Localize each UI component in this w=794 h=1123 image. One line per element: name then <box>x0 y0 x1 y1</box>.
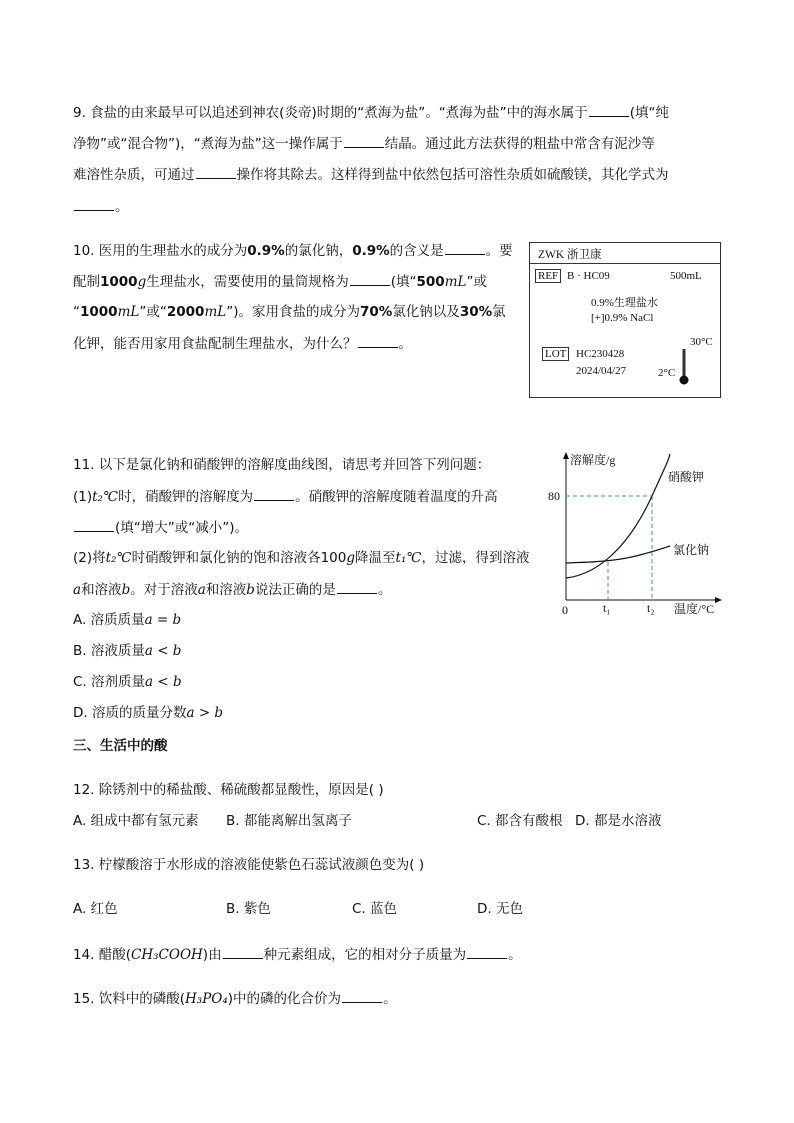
option-math: a > b <box>186 705 224 721</box>
q10-text: 氯化钠以及 <box>392 304 460 320</box>
label-content: 0.9%生理盐水 <box>591 297 658 309</box>
q10-text: 化钾，能否用家用食盐配制生理盐水，为什么？ <box>73 336 357 352</box>
q14-text: )由 <box>202 947 222 963</box>
q10-line3 <box>73 302 506 322</box>
q9-line1 <box>73 102 669 123</box>
answer-blank[interactable] <box>342 988 382 1003</box>
q11-p1-cont <box>73 517 248 538</box>
option-math: a = b <box>144 612 182 628</box>
q10-unit: mL <box>204 304 227 320</box>
q10-text: ”或 <box>466 274 487 290</box>
q10-unit: g <box>137 274 147 290</box>
answer-blank[interactable] <box>196 164 236 179</box>
answer-blank[interactable] <box>337 579 377 594</box>
label-content: [+]0.9% NaCl <box>591 312 654 324</box>
answer-blank[interactable] <box>358 333 398 348</box>
q12-option-c[interactable]: C. 都含有酸根 <box>477 813 563 829</box>
q14-text: 种元素组成，它的相对分子质量为 <box>263 947 467 963</box>
q10-value: 1000 <box>80 304 118 320</box>
x-axis-label: 温度/°C <box>674 602 715 616</box>
q15 <box>73 988 397 1009</box>
q10-line1 <box>73 240 513 261</box>
q9-line2 <box>73 133 655 154</box>
q11-text: 。 <box>377 582 392 598</box>
series-label-nacl: 氯化钠 <box>673 543 710 557</box>
option-label: C. 溶剂质量 <box>73 674 146 690</box>
q10-line4 <box>73 333 412 354</box>
q10-value: 70% <box>359 304 393 320</box>
answer-blank[interactable] <box>74 196 114 211</box>
solubility-chart <box>546 450 736 620</box>
q15-formula: H₃PO₄ <box>185 991 228 1007</box>
answer-blank[interactable] <box>223 944 263 959</box>
q9-text: 难溶性杂质，可通过 <box>73 167 195 183</box>
q9-text: (填“纯 <box>629 105 669 121</box>
q10-unit: mL <box>444 274 467 290</box>
temp-low: 2°C <box>658 367 676 379</box>
q10-value: 1000 <box>100 274 138 290</box>
q11-text: 时硝酸钾和氯化钠的饱和溶液各 <box>131 550 321 566</box>
q11-text: (填“增大”或“减小”)。 <box>115 520 249 536</box>
q11-math: a <box>197 582 206 598</box>
q11-math: b <box>246 582 255 598</box>
option-label: B. 溶液质量 <box>73 643 145 659</box>
q11-p3 <box>73 579 391 600</box>
q11-text: 时，硝酸钾的溶解度为 <box>118 489 254 505</box>
q11-text: ，过滤，得到溶液 <box>421 550 530 566</box>
q12-option-d[interactable]: D. 都是水溶液 <box>575 813 662 829</box>
q13-option-b[interactable]: B. 紫色 <box>226 901 271 917</box>
q9-text: 9. 食盐的由来最早可以追述到神农(炎帝)时期的“煮海为盐”。“煮海为盐”中的海水属于 <box>73 105 588 121</box>
q10-text: 。 <box>398 336 412 352</box>
q10-text: 配制 <box>73 274 100 290</box>
q10-text: ”)。家用食盐的成分为 <box>226 304 360 320</box>
q14-formula: CH₃COOH <box>131 947 203 963</box>
q10-value: 30% <box>459 304 493 320</box>
answer-blank[interactable] <box>254 486 294 501</box>
q12-option-a[interactable]: A. 组成中都有氢元素 <box>73 813 199 829</box>
q11-p2 <box>73 548 529 568</box>
q15-text: 15. 饮料中的磷酸( <box>73 991 186 1007</box>
x-tick-t1: t₁ <box>603 601 611 615</box>
option-label: A. 溶质质量 <box>73 612 145 628</box>
q11-text: (2)将 <box>73 550 106 566</box>
q10-value: 0.9% <box>352 243 390 259</box>
lot-tag: LOT <box>542 347 569 361</box>
y-axis-label: 溶解度/g <box>570 453 616 467</box>
answer-blank[interactable] <box>344 133 384 148</box>
q11-option-d[interactable] <box>73 703 223 723</box>
q14-text: 。 <box>508 947 522 963</box>
q11-text: 降温至 <box>355 550 396 566</box>
q11-text: 说法正确的是 <box>254 582 336 598</box>
q11-text: 。硝酸钾的溶解度随着温度的升高 <box>295 489 498 505</box>
q15-text: )中的磷的化合价为 <box>227 991 342 1007</box>
q13-text: 13. 柠檬酸溶于水形成的溶液能使紫色石蕊试液颜色变为( ) <box>73 857 425 873</box>
q15-text: 。 <box>383 991 397 1007</box>
x-tick-t2: t₂ <box>647 601 655 615</box>
q11-text: 和溶液 <box>81 582 122 598</box>
q10-value: 500 <box>416 274 445 290</box>
label-header <box>530 243 720 264</box>
q12-text: 12. 除锈剂中的稀盐酸、稀硫酸都显酸性，原因是( ) <box>73 782 384 798</box>
q11-text: 和溶液 <box>205 582 247 598</box>
q9-text: 净物”或“混合物”)，“煮海为盐”这一操作属于 <box>73 136 343 152</box>
option-math: a < b <box>145 674 182 690</box>
option-label: D. 溶质的质量分数 <box>73 705 187 721</box>
q10-line2 <box>73 271 487 292</box>
q11-p1 <box>73 486 498 507</box>
q11-math: g <box>346 550 356 566</box>
q10-text: 生理盐水，需要使用的量筒规格为 <box>146 274 349 290</box>
q13-option-d[interactable]: D. 无色 <box>477 901 523 917</box>
answer-blank[interactable] <box>74 517 114 532</box>
q10-text: ”或“ <box>139 304 167 320</box>
q10-text: 氯 <box>492 304 506 320</box>
label-date: 2024/04/27 <box>576 365 627 377</box>
q10-value: 0.9% <box>247 243 285 259</box>
q9-text: 操作将其除去。这样得到盐中依然包括可溶性杂质如硫酸镁，其化学式为 <box>236 167 669 183</box>
q10-text: 10. 医用的生理盐水的成分为 <box>73 243 248 259</box>
q10-text: (填“ <box>390 274 417 290</box>
q11-option-b[interactable] <box>73 641 181 661</box>
q12-stem <box>73 780 384 800</box>
q11-option-c[interactable] <box>73 672 182 692</box>
temp-high: 30°C <box>690 336 713 348</box>
answer-blank[interactable] <box>589 102 629 117</box>
q10-unit: mL <box>117 304 140 320</box>
q10-text: 。要 <box>485 243 513 259</box>
q11-text: (1) <box>73 489 93 505</box>
q13-stem <box>73 855 424 875</box>
q10-text: 的含义是 <box>389 243 444 259</box>
q11-math: a <box>73 582 82 598</box>
q9-line3 <box>73 164 669 185</box>
ref-code: B · HC09 <box>567 270 610 282</box>
section-heading <box>73 736 168 756</box>
label-volume: 500mL <box>670 270 702 282</box>
q11-math: t₂℃ <box>105 550 132 566</box>
q11-text: 。对于溶液 <box>130 582 198 598</box>
answer-blank[interactable] <box>467 944 507 959</box>
q11-math: t₁℃ <box>395 550 422 566</box>
origin-label: 0 <box>562 603 568 617</box>
q11-text: 100 <box>320 550 347 566</box>
option-math: a < b <box>144 643 182 659</box>
q9-line4 <box>73 196 129 217</box>
q11-option-a[interactable] <box>73 610 181 630</box>
q9-text: 结晶。通过此方法获得的粗盐中常含有泥沙等 <box>384 136 655 152</box>
answer-blank[interactable] <box>350 271 390 286</box>
saline-label <box>529 242 721 398</box>
q12-option-b[interactable]: B. 都能离解出氢离子 <box>226 813 352 829</box>
y-axis-arrow <box>563 452 569 459</box>
q11-text: 11. 以下是氯化钠和硝酸钾的溶解度曲线图，请思考并回答下列问题： <box>73 457 491 473</box>
q11-math: b <box>121 582 131 598</box>
series-label-kno3: 硝酸钾 <box>668 470 705 484</box>
q14 <box>73 944 522 965</box>
q10-value: 2000 <box>166 304 205 320</box>
q11-intro <box>73 455 490 475</box>
q13-option-c[interactable]: C. 蓝色 <box>352 901 398 917</box>
lot-code: HC230428 <box>576 348 625 360</box>
q14-text: 14. 醋酸( <box>73 947 132 963</box>
answer-blank[interactable] <box>445 240 485 255</box>
thermometer-icon <box>678 347 690 387</box>
q10-text: “ <box>73 304 80 320</box>
y-tick-80: 80 <box>548 489 560 503</box>
x-axis-arrow <box>715 597 722 603</box>
label-brand: ZWK 浙卫康 <box>538 249 602 261</box>
section-title: 三、生活中的酸 <box>73 738 168 754</box>
q10-text: 的氯化钠， <box>284 243 353 259</box>
q13-option-a[interactable]: A. 红色 <box>73 901 118 917</box>
ref-tag: REF <box>535 269 561 283</box>
q9-text: 。 <box>115 199 129 215</box>
q11-math: t₂℃ <box>92 489 119 505</box>
